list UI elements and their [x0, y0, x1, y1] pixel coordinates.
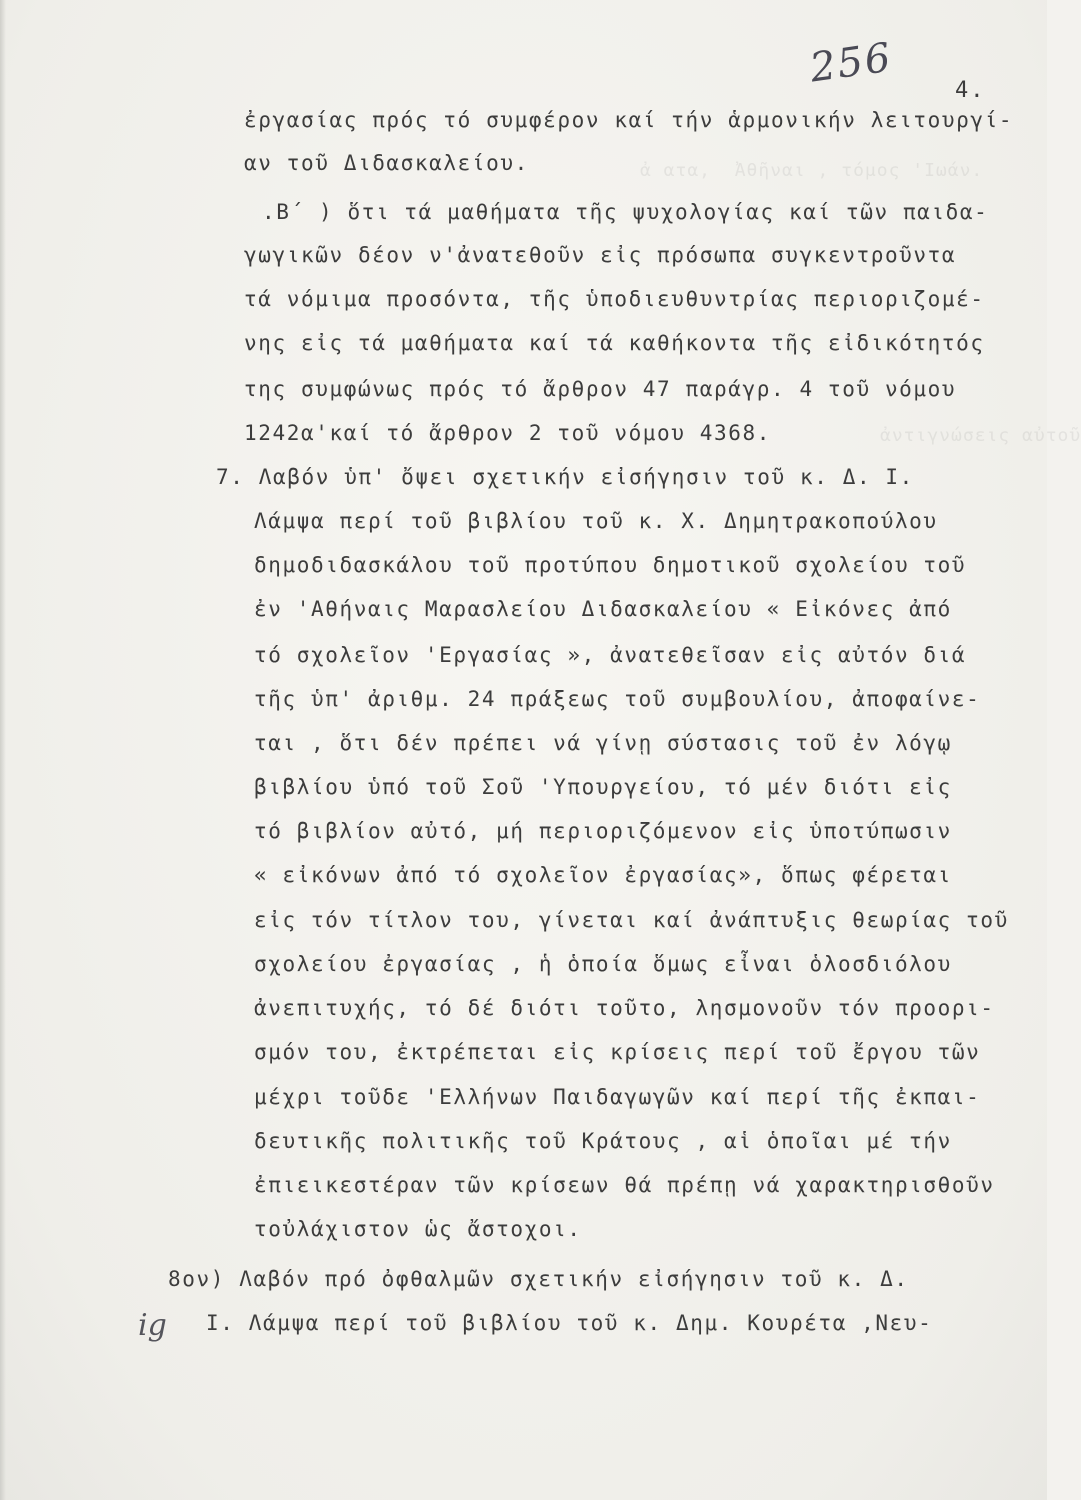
- text-line: ἀνεπιτυχής, τό δέ διότι τοῦτο, λησμονοῦν τόν προορι-: [254, 996, 995, 1020]
- page-edge-shadow: [0, 0, 6, 1500]
- text-line: ἐν 'Αθήναις Μαρασλείου Διδασκαλείου « Εἰκόνες ἀπό: [254, 597, 952, 621]
- text-line: ἐργασίας πρός τό συμφέρον καί τήν ἁρμονικήν λειτουργί-: [244, 108, 1014, 132]
- handwritten-folio-number: 256: [807, 34, 896, 92]
- text-line: γωγικῶν δέον ν'ἀνατεθοῦν εἰς πρόσωπα συγκεντροῦντα: [244, 243, 957, 267]
- text-line: της συμφώνως πρός τό ἄρθρον 47 παράγρ. 4 τοῦ νόμου: [244, 377, 957, 401]
- handwritten-margin-mark: ig: [138, 1308, 167, 1343]
- text-line: εἰς τόν τίτλον του, γίνεται καί ἀνάπτυξις θεωρίας τοῦ: [254, 908, 1009, 932]
- text-line: σχολείου ἐργασίας , ἡ ὁποία ὅμως εἶναι ὁλοσδιόλου: [254, 952, 952, 976]
- text-line: νης εἰς τά μαθήματα καί τά καθήκοντα τῆς εἰδικότητός: [244, 331, 985, 355]
- bleed-through-text: ἀντιγνώσεις αὐτοῦ: [880, 425, 1081, 446]
- text-line: βιβλίου ὑπό τοῦ Σοῦ 'Υπουργείου, τό μέν διότι εἰς: [254, 775, 952, 799]
- text-line: 7. Λαβόν ὑπ' ὄψει σχετικήν εἰσήγησιν τοῦ κ. Δ. Ι.: [216, 465, 914, 489]
- text-line: Ι. Λάμψα περί τοῦ βιβλίου τοῦ κ. Δημ. Κουρέτα ,Νευ-: [206, 1311, 933, 1335]
- text-line: ἐπιεικεστέραν τῶν κρίσεων θά πρέπῃ νά χαρακτηρισθοῦν: [254, 1173, 995, 1197]
- page-number: 4.: [955, 78, 986, 103]
- text-line: τῆς ὑπ' ἀριθμ. 24 πράξεως τοῦ συμβουλίου, ἀποφαίνε-: [254, 687, 981, 711]
- text-line: τά νόμιμα προσόντα, τῆς ὑποδιευθυντρίας περιοριζομέ-: [244, 287, 985, 311]
- text-line: σμόν του, ἐκτρέπεται εἰς κρίσεις περί τοῦ ἔργου τῶν: [254, 1040, 981, 1064]
- text-line: δευτικῆς πολιτικῆς τοῦ Κράτους , αἱ ὁποῖαι μέ τήν: [254, 1129, 952, 1153]
- text-line: ται , ὅτι δέν πρέπει νά γίνῃ σύστασις τοῦ ἐν λόγῳ: [254, 731, 952, 755]
- text-line: αν τοῦ Διδασκαλείου.: [244, 151, 529, 175]
- text-line: τό σχολεῖον 'Εργασίας », ἀνατεθεῖσαν εἰς αὐτόν διά: [254, 643, 967, 667]
- text-line: δημοδιδασκάλου τοῦ προτύπου δημοτικοῦ σχολείου τοῦ: [254, 553, 967, 577]
- bleed-through-text: ἀ ατα, Ἀθῆναι , τόμος 'Ιωάν.: [640, 160, 984, 181]
- text-line: τό βιβλίον αὐτό, μή περιοριζόμενον εἰς ὑποτύπωσιν: [254, 819, 952, 843]
- text-line: 8ον) Λαβόν πρό ὀφθαλμῶν σχετικήν εἰσήγησιν τοῦ κ. Δ.: [168, 1267, 909, 1291]
- text-line: 1242α'καί τό ἄρθρον 2 τοῦ νόμου 4368.: [244, 421, 771, 445]
- text-line: τοὐλάχιστον ὡς ἄστοχοι.: [254, 1217, 582, 1241]
- text-line: « εἰκόνων ἀπό τό σχολεῖον ἐργασίας», ὅπως φέρεται: [254, 863, 952, 887]
- text-line: Λάμψα περί τοῦ βιβλίου τοῦ κ. Χ. Δημητρακοπούλου: [254, 509, 938, 533]
- text-line: .Β΄ ) ὅτι τά μαθήματα τῆς ψυχολογίας καί τῶν παιδα-: [262, 200, 989, 224]
- text-line: μέχρι τοῦδε 'Ελλήνων Παιδαγωγῶν καί περί τῆς ἐκπαι-: [254, 1085, 981, 1109]
